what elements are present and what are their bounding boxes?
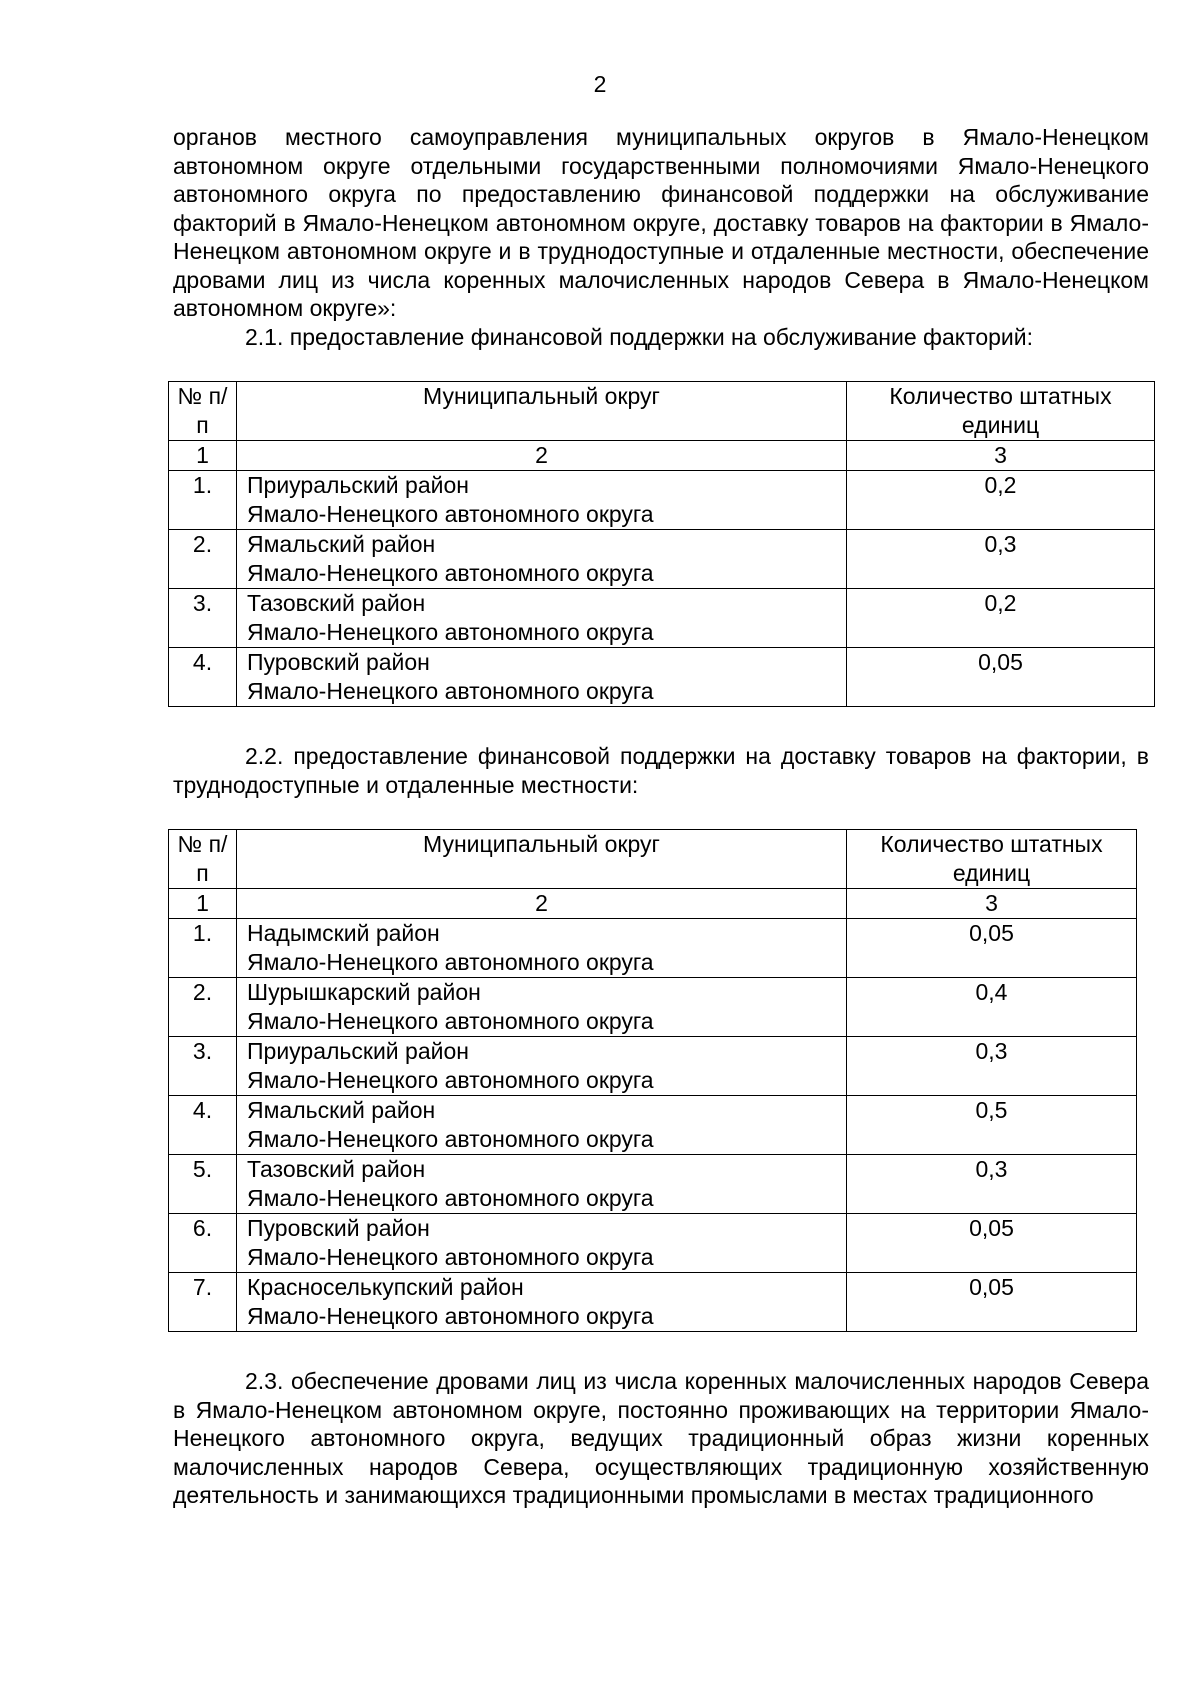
row-number: 1. xyxy=(169,919,237,978)
header-district: Муниципальный округ xyxy=(237,382,847,441)
index-cell: 3 xyxy=(847,441,1155,471)
district-name: Тазовский район xyxy=(247,1156,426,1182)
intro-paragraph: органов местного самоуправления муниципальных округов в Ямало-Ненецком автономном округе отдельными государственными полномочиями Ямало-Ненецкого автономного округа по предоставлению финансовой поддержки на обслуживание факторий в Ямало-Ненецком автономном округе, доставку товаров на фактории в Ямало-Ненецком автономном округе и в труднодоступные и отдаленные местности, обеспечение дровами лиц из числа коренных малочисленных народов Севера в Ямало-Ненецком автономном округе»: xyxy=(173,124,1149,321)
table-row xyxy=(169,1273,1137,1332)
table-row xyxy=(169,648,1155,707)
row-value: 0,05 xyxy=(847,919,1137,978)
table-row xyxy=(169,471,1155,530)
district-region: Ямало-Ненецкого автономного округа xyxy=(247,1126,654,1152)
district-region: Ямало-Ненецкого автономного округа xyxy=(247,1244,654,1270)
row-district xyxy=(237,530,847,589)
row-district xyxy=(237,1214,847,1273)
table-index-row xyxy=(169,889,1137,919)
row-number: 1. xyxy=(169,471,237,530)
staff-table-2-2 xyxy=(168,829,1137,1332)
row-district xyxy=(237,1037,847,1096)
row-district xyxy=(237,648,847,707)
table-row xyxy=(169,978,1137,1037)
district-name: Пуровский район xyxy=(247,649,430,675)
table-row xyxy=(169,919,1137,978)
district-region: Ямало-Ненецкого автономного округа xyxy=(247,949,654,975)
district-region: Ямало-Ненецкого автономного округа xyxy=(247,1303,654,1329)
row-value: 0,3 xyxy=(847,1037,1137,1096)
section-2-3-text: 2.3. обеспечение дровами лиц из числа коренных малочисленных народов Севера в Ямало-Ненецком автономном округе, постоянно проживающих на территории Ямало-Ненецкого автономного округа, ведущих традиционный образ жизни коренных малочисленных народов Севера, осуществляющих традиционную хозяйственную деятельность и занимающихся традиционными промыслами в местах традиционного xyxy=(173,1368,1149,1508)
row-number: 5. xyxy=(169,1155,237,1214)
index-cell: 1 xyxy=(169,889,237,919)
row-value: 0,05 xyxy=(847,648,1155,707)
document-body xyxy=(173,123,1149,1510)
district-region: Ямало-Ненецкого автономного округа xyxy=(247,1008,654,1034)
district-name: Надымский район xyxy=(247,920,440,946)
row-district xyxy=(237,1155,847,1214)
row-value: 0,4 xyxy=(847,978,1137,1037)
district-region: Ямало-Ненецкого автономного округа xyxy=(247,1067,654,1093)
header-staff-units: Количество штатных единиц xyxy=(847,830,1137,889)
index-cell: 2 xyxy=(237,441,847,471)
row-value: 0,5 xyxy=(847,1096,1137,1155)
row-number: 4. xyxy=(169,648,237,707)
district-name: Шурышкарский район xyxy=(247,979,481,1005)
district-region: Ямало-Ненецкого автономного округа xyxy=(247,1185,654,1211)
row-value: 0,2 xyxy=(847,589,1155,648)
district-name: Тазовский район xyxy=(247,590,426,616)
index-cell: 1 xyxy=(169,441,237,471)
section-2-1-heading: 2.1. предоставление финансовой поддержки на обслуживание факторий: xyxy=(245,323,1034,350)
row-district xyxy=(237,471,847,530)
index-cell: 3 xyxy=(847,889,1137,919)
table-header-row xyxy=(169,382,1155,441)
table-header-row xyxy=(169,830,1137,889)
row-district xyxy=(237,919,847,978)
district-name: Красноселькупский район xyxy=(247,1274,524,1300)
table-row xyxy=(169,1096,1137,1155)
table-row xyxy=(169,1155,1137,1214)
table-row xyxy=(169,1037,1137,1096)
row-number: 4. xyxy=(169,1096,237,1155)
row-number: 2. xyxy=(169,978,237,1037)
row-number: 6. xyxy=(169,1214,237,1273)
table-row xyxy=(169,530,1155,589)
district-name: Приуральский район xyxy=(247,1038,469,1064)
section-2-2-heading: 2.2. предоставление финансовой поддержки на доставку товаров на фактории, в труднодоступные и отдаленные местности: xyxy=(173,743,1149,798)
table-row xyxy=(169,1214,1137,1273)
row-value: 0,05 xyxy=(847,1214,1137,1273)
index-cell: 2 xyxy=(237,889,847,919)
row-number: 7. xyxy=(169,1273,237,1332)
district-region: Ямало-Ненецкого автономного округа xyxy=(247,560,654,586)
row-value: 0,05 xyxy=(847,1273,1137,1332)
row-value: 0,3 xyxy=(847,530,1155,589)
header-number: № п/п xyxy=(169,382,237,441)
row-district xyxy=(237,1273,847,1332)
district-region: Ямало-Ненецкого автономного округа xyxy=(247,501,654,527)
table-row xyxy=(169,589,1155,648)
row-number: 3. xyxy=(169,589,237,648)
page-number: 2 xyxy=(593,71,607,97)
row-number: 2. xyxy=(169,530,237,589)
district-name: Ямальский район xyxy=(247,1097,436,1123)
district-region: Ямало-Ненецкого автономного округа xyxy=(247,678,654,704)
row-number: 3. xyxy=(169,1037,237,1096)
row-district xyxy=(237,978,847,1037)
row-district xyxy=(237,589,847,648)
district-name: Приуральский район xyxy=(247,472,469,498)
row-value: 0,3 xyxy=(847,1155,1137,1214)
table-index-row xyxy=(169,441,1155,471)
header-district: Муниципальный округ xyxy=(237,830,847,889)
staff-table-2-1 xyxy=(168,381,1155,707)
row-district xyxy=(237,1096,847,1155)
row-value: 0,2 xyxy=(847,471,1155,530)
header-staff-units: Количество штатных единиц xyxy=(847,382,1155,441)
district-region: Ямало-Ненецкого автономного округа xyxy=(247,619,654,645)
district-name: Пуровский район xyxy=(247,1215,430,1241)
district-name: Ямальский район xyxy=(247,531,436,557)
header-number: № п/п xyxy=(169,830,237,889)
